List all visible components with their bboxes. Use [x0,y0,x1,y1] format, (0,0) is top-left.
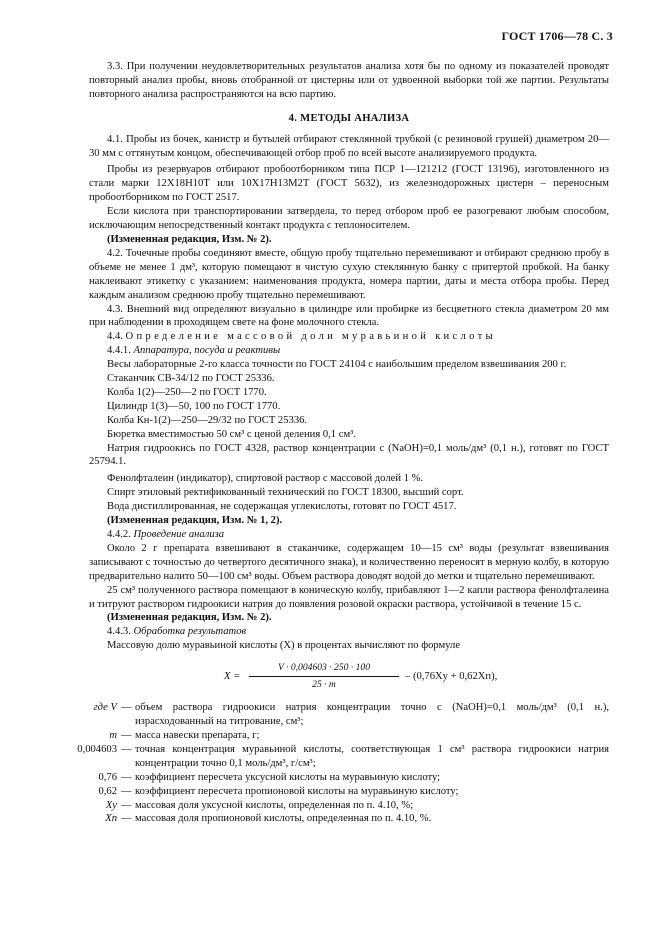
variable-symbol: где V [93,702,117,714]
calculation-intro: Массовую долю муравьиной кислоты (X) в процентах вычисляют по формуле [107,640,461,652]
paragraph-4-1b: Пробы из резервуаров отбирают пробоотборником типа ПСР 1—121212 (ГОСТ 13196), изготовленного из стали марки 12Х18Н10Т или 10Х17Н13М2Т (ГОСТ 5632), из железнодорожных цистерн – переносным пробоотборником по ГОСТ 2517. [89,164,609,204]
reagent-item: Фенолфталеин (индикатор), спиртовой раствор с массовой долей 1 %. [107,473,424,485]
variable-symbol: Xп [105,813,117,825]
equipment-item: Весы лабораторные 2-го класса точности по ГОСТ 24104 с наибольшим пределом взвешивания 200 г. [107,359,567,371]
variable-row [39,701,609,729]
page-header: ГОСТ 1706—78 С. 3 [501,29,613,43]
clause-title: Обработка результатов [133,626,247,638]
variable-dash: — [121,785,132,797]
revision-note-1: (Измененная редакция, Изм. № 2). [107,233,272,245]
variable-description: массовая доля уксусной кислоты, определенная по п. 4.10, %; [135,799,414,811]
reagent-item: Вода дистиллированная, не содержащая углекислоты, готовят по ГОСТ 4517. [107,501,457,513]
formula-numerator: V · 0,004603 · 250 · 100 [249,661,399,677]
reagent-naoh: Натрия гидроокись по ГОСТ 4328, раствор концентрации c (NaOH)=0,1 моль/дм³ (0,1 н.), готовят по ГОСТ 25794.1. [89,442,609,468]
variable-symbol: 0,76 [98,771,117,783]
paragraph-4-4-1 [89,344,609,358]
variable-row [39,812,609,826]
equipment-item: Колба 1(2)—250—2 по ГОСТ 1770. [107,386,267,398]
variable-row [39,771,609,785]
variable-dash: — [121,702,132,714]
paragraph-3-3: 3.3. При получении неудовлетворительных результатов анализа хотя бы по одному из показателей проводят повторный анализ пробы, вновь отобранной от цистерны или от удвоенной выборки той же партии. Результаты повторного анализа распространяются на всю партию. [89,61,609,100]
page-content [77,60,609,826]
variable-symbol: Xу [105,799,117,811]
revision-note-3: (Измененная редакция, Изм. № 2). [107,612,272,624]
variable-row [39,743,609,771]
procedure-step-2: 25 см³ полученного раствора помещают в коническую колбу, прибавляют 1—2 капли раствора фенолфталеина и титруют раствором гидроокиси натрия до появления розовой окраски раствора, устойчивой в течение 15 с. [89,584,609,610]
paragraph-4-3: 4.3. Внешний вид определяют визуально в цилиндре или пробирке из бесцветного стекла диаметром 20 мм при наблюдении в проходящем свете на фоне молочного стекла. [89,303,609,329]
paragraph-4-2: 4.2. Точечные пробы соединяют вместе, общую пробу тщательно перемешивают и отбирают среднюю пробу в объеме не менее 1 дм³, которую помещают в чистую сухую стеклянную банку с притертой пробкой. На банку наклеивают этикетку с указанием: наименования продукта, номера партии, даты и места отбора пробы. Перед каждым анализом среднюю пробу тщательно перемешивают. [89,247,609,301]
variable-row [39,729,609,743]
procedure-step-1: Около 2 г препарата взвешивают в стаканчике, содержащем 10—15 см³ воды (результат взвешивания записывают с точностью до четвертого десятичного знака), и количественно переносят в мерную колбу, в которую предварительно налито 50—100 см³ воды. Объем раствора доводят водой до метки и тщательно перемешивают. [89,542,609,582]
formula-variable-list [39,701,609,826]
formula [89,661,609,691]
variable-description: коэффициент пересчета уксусной кислоты на муравьиную кислоту; [135,771,441,783]
variable-description: массовая доля пропионовой кислоты, определенная по п. 4.10, %. [135,813,432,825]
variable-description: точная концентрация муравьиной кислоты, соответствующая 1 см³ раствора гидроокиси натрия концентрации точно 0,1 моль/дм³, г/см³; [135,743,609,769]
equipment-item: Стаканчик СВ-34/12 по ГОСТ 25336. [107,373,275,385]
paragraph-4-4-2 [89,528,609,542]
clause-title: Определение массовой доли муравьиной кислоты [125,331,496,343]
equipment-item: Колба Кн-1(2)—250—29/32 по ГОСТ 25336. [107,414,308,426]
clause-number: 4.4.3. [107,626,131,638]
clause-title: Аппаратура, посуда и реактивы [133,345,281,357]
variable-description: объем раствора гидроокиси натрия концентрации точно c (NaOH)=0,1 моль/дм³ (0,1 н.), израсходованный на титрование, см³; [135,702,609,728]
section-title: 4. МЕТОДЫ АНАЛИЗА [288,112,410,124]
clause-number: 4.4.2. [107,529,131,540]
reagent-item: Спирт этиловый ректификованный технический по ГОСТ 18300, высший сорт. [107,487,464,499]
revision-note-2: (Измененная редакция, Изм. № 1, 2). [107,515,283,527]
variable-symbol: 0,62 [98,785,117,797]
variable-description: масса навески препарата, г; [135,729,260,741]
variable-dash: — [121,799,132,811]
variable-symbol: 0,004603 [77,743,117,755]
variable-dash: — [121,743,132,755]
variable-symbol: m [109,729,117,741]
clause-title: Проведение анализа [133,529,225,540]
variable-row [39,785,609,799]
formula-denominator: 25 · m [312,679,336,691]
paragraph-4-4-3 [89,625,609,639]
paragraph-4-1c: Если кислота при транспортировании затвердела, то перед отбором проб ее разогревают любым способом, исключающим непосредственный контакт продукта с теплоносителем. [89,206,609,232]
variable-row [39,799,609,813]
variable-description: коэффициент пересчета пропионовой кислоты на муравьиную кислоту; [135,785,459,797]
formula-fraction [249,661,399,692]
formula-rhs: – (0,76Xу + 0,62Xп), [405,671,498,683]
clause-number: 4.4. [107,331,123,343]
equipment-item: Цилиндр 1(3)—50, 100 по ГОСТ 1770. [107,400,281,412]
paragraph-4-1a: 4.1. Пробы из бочек, канистр и бутылей отбирают стеклянной трубкой (с резиновой грушей) диаметром 20—30 мм с оттянутым концом, обеспечивающей отбор проб по всей высоте анализируемого продукта. [89,133,609,159]
clause-number: 4.4.1. [107,345,131,357]
equipment-item: Бюретка вместимостью 50 см³ с ценой деления 0,1 см³. [107,428,356,440]
variable-dash: — [121,813,132,825]
variable-dash: — [121,771,132,783]
variable-dash: — [121,729,132,741]
formula-lhs: X = [224,671,241,683]
paragraph-4-4 [89,330,609,344]
